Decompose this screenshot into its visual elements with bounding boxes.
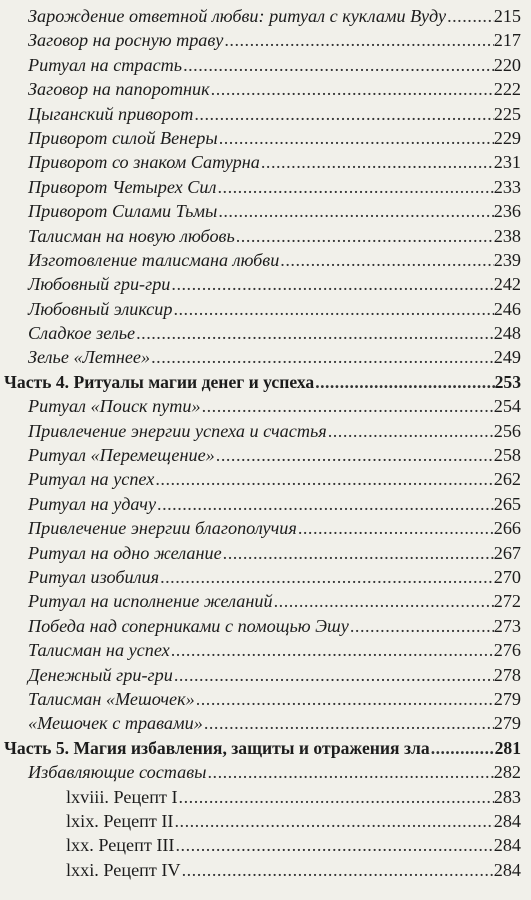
toc-title: Победа над соперниками с помощью Эшу [28, 615, 349, 636]
toc-page-number: 238 [493, 225, 521, 246]
toc-page-number: 231 [493, 152, 521, 173]
toc-entry [0, 516, 531, 540]
toc-leader-dots [173, 809, 493, 833]
toc-entry [0, 565, 531, 589]
toc-page-number: 249 [493, 347, 521, 368]
toc-entry [0, 419, 531, 443]
toc-page-number: 262 [493, 469, 521, 490]
table-of-contents [0, 4, 531, 882]
toc-page-number: 215 [493, 6, 521, 26]
toc-entry [0, 175, 531, 199]
toc-entry [0, 638, 531, 662]
toc-leader-dots [195, 687, 494, 711]
toc-part-heading [0, 736, 531, 760]
toc-entry [0, 224, 531, 248]
toc-page-number: 256 [493, 420, 521, 441]
toc-entry [0, 614, 531, 638]
toc-title: Приворот Силами Тьмы [28, 201, 218, 222]
toc-page-number: 284 [493, 810, 521, 831]
toc-page-number: 266 [493, 518, 521, 539]
toc-leader-dots [430, 736, 495, 760]
toc-title: Изготовление талисмана любви [28, 249, 280, 270]
toc-entry [0, 28, 531, 52]
toc-leader-dots [178, 785, 494, 809]
toc-title: Ритуал «Перемещение» [28, 445, 215, 466]
toc-entry [0, 4, 531, 28]
toc-page-number: 272 [493, 591, 521, 612]
toc-title: Ритуал на успех [28, 469, 155, 490]
toc-page-number: 270 [493, 566, 521, 587]
toc-leader-dots [446, 4, 494, 28]
toc-leader-dots [173, 663, 494, 687]
toc-title: Денежный гри-гри [28, 664, 173, 685]
toc-entry [0, 541, 531, 565]
toc-leader-dots [175, 833, 494, 857]
toc-part-heading [0, 370, 531, 394]
toc-entry [0, 663, 531, 687]
toc-entry [0, 345, 531, 369]
toc-title: Ритуал на одно желание [28, 542, 222, 563]
toc-leader-dots [159, 565, 494, 589]
toc-leader-dots [181, 858, 494, 882]
toc-leader-dots [235, 224, 494, 248]
toc-page-number: 284 [493, 835, 521, 856]
toc-page-number: 279 [493, 713, 521, 734]
toc-entry [0, 760, 531, 784]
toc-entry [0, 199, 531, 223]
toc-entry [0, 272, 531, 296]
toc-page-number: 220 [493, 54, 521, 75]
toc-entry [0, 711, 531, 735]
toc-page-number: 278 [493, 664, 521, 685]
toc-page-number: 265 [493, 493, 521, 514]
toc-entry [0, 467, 531, 491]
toc-page-number: 233 [493, 176, 521, 197]
toc-entry [0, 492, 531, 516]
toc-subentry [0, 833, 531, 857]
toc-entry [0, 443, 531, 467]
toc-entry [0, 126, 531, 150]
toc-leader-dots [314, 370, 494, 394]
toc-page-number: 267 [493, 542, 521, 563]
toc-leader-dots [216, 175, 493, 199]
toc-title: Талисман на новую любовь [28, 225, 235, 246]
toc-page-number: 282 [493, 762, 521, 783]
toc-title: Сладкое зелье [28, 323, 136, 344]
toc-title: Ритуал на удачу [28, 493, 157, 514]
toc-leader-dots [327, 419, 494, 443]
toc-leader-dots [154, 467, 493, 491]
toc-leader-dots [349, 614, 494, 638]
toc-entry [0, 687, 531, 711]
toc-title: Талисман «Мешочек» [28, 688, 195, 709]
toc-entry [0, 77, 531, 101]
toc-page-number: 236 [493, 201, 521, 222]
toc-title: Избавляющие составы [28, 762, 207, 783]
toc-entry [0, 321, 531, 345]
toc-page-number: 258 [493, 445, 521, 466]
toc-entry [0, 102, 531, 126]
toc-leader-dots [201, 394, 494, 418]
toc-page-number: 239 [493, 249, 521, 270]
toc-page-number: 254 [493, 396, 521, 417]
toc-title: Приворот силой Венеры [28, 127, 218, 148]
toc-subentry [0, 785, 531, 809]
toc-title: Привлечение энергии успеха и счастья [28, 420, 327, 441]
toc-leader-dots [217, 199, 493, 223]
toc-title: Цыганский приворот [28, 103, 194, 124]
toc-leader-dots [218, 126, 494, 150]
toc-leader-dots [210, 77, 494, 101]
toc-subentry [0, 809, 531, 833]
toc-page-number: 284 [493, 859, 521, 880]
toc-page-number: 222 [493, 79, 521, 100]
toc-page-number: 225 [493, 103, 521, 124]
toc-entry [0, 394, 531, 418]
toc-page-number: 276 [493, 640, 521, 661]
toc-title: Ритуал на страсть [28, 54, 183, 75]
toc-entry [0, 248, 531, 272]
toc-title: Зелье «Летнее» [28, 347, 151, 368]
toc-page-number: 246 [493, 298, 521, 319]
toc-title: Талисман на успех [28, 640, 170, 661]
toc-title: Ритуал «Поиск пути» [28, 396, 201, 417]
toc-leader-dots [156, 492, 494, 516]
toc-leader-dots [222, 541, 494, 565]
toc-leader-dots [193, 102, 493, 126]
toc-title: Зарождение ответной любви: ритуал с куклами Вуду [28, 6, 447, 26]
toc-title: Заговор на росную траву [28, 30, 224, 51]
toc-title: Часть 4. Ритуалы магии денег и успеха [4, 371, 315, 392]
toc-title: lxix. Рецепт II [66, 810, 174, 831]
toc-title: «Мешочек с травами» [28, 713, 203, 734]
toc-title: Любовный гри-гри [28, 274, 171, 295]
toc-page-number: 281 [494, 737, 521, 758]
toc-page-number: 253 [494, 371, 521, 392]
toc-page-number: 217 [493, 30, 521, 51]
toc-leader-dots [223, 28, 493, 52]
toc-entry [0, 589, 531, 613]
toc-entry [0, 150, 531, 174]
toc-title: lxx. Рецепт III [66, 835, 175, 856]
toc-leader-dots [182, 53, 494, 77]
toc-title: Приворот со знаком Сатурна [28, 152, 260, 173]
toc-leader-dots [273, 589, 494, 613]
toc-title: lxxi. Рецепт IV [66, 859, 181, 880]
toc-title: Любовный эликсир [28, 298, 173, 319]
toc-page-number: 273 [493, 615, 521, 636]
toc-title: lxviii. Рецепт I [66, 786, 178, 807]
toc-page-number: 279 [493, 688, 521, 709]
toc-leader-dots [170, 638, 494, 662]
toc-leader-dots [260, 150, 494, 174]
toc-leader-dots [150, 345, 494, 369]
toc-title: Ритуал на исполнение желаний [28, 591, 273, 612]
toc-title: Ритуал изобилия [28, 566, 160, 587]
toc-subentry [0, 858, 531, 882]
toc-leader-dots [170, 272, 493, 296]
toc-leader-dots [215, 443, 494, 467]
toc-leader-dots [172, 297, 493, 321]
toc-page-number: 283 [493, 786, 521, 807]
toc-leader-dots [135, 321, 494, 345]
toc-title: Заговор на папоротник [28, 79, 210, 100]
toc-title: Привлечение энергии благополучия [28, 518, 297, 539]
toc-page-number: 242 [493, 274, 521, 295]
toc-page-number: 229 [493, 127, 521, 148]
toc-leader-dots [297, 516, 494, 540]
toc-title: Приворот Четырех Сил [28, 176, 217, 197]
toc-title: Часть 5. Магия избавления, защиты и отражения зла [4, 737, 430, 758]
toc-entry [0, 297, 531, 321]
toc-leader-dots [203, 711, 494, 735]
toc-entry [0, 53, 531, 77]
toc-leader-dots [206, 760, 493, 784]
toc-page-number: 248 [493, 323, 521, 344]
toc-leader-dots [279, 248, 493, 272]
